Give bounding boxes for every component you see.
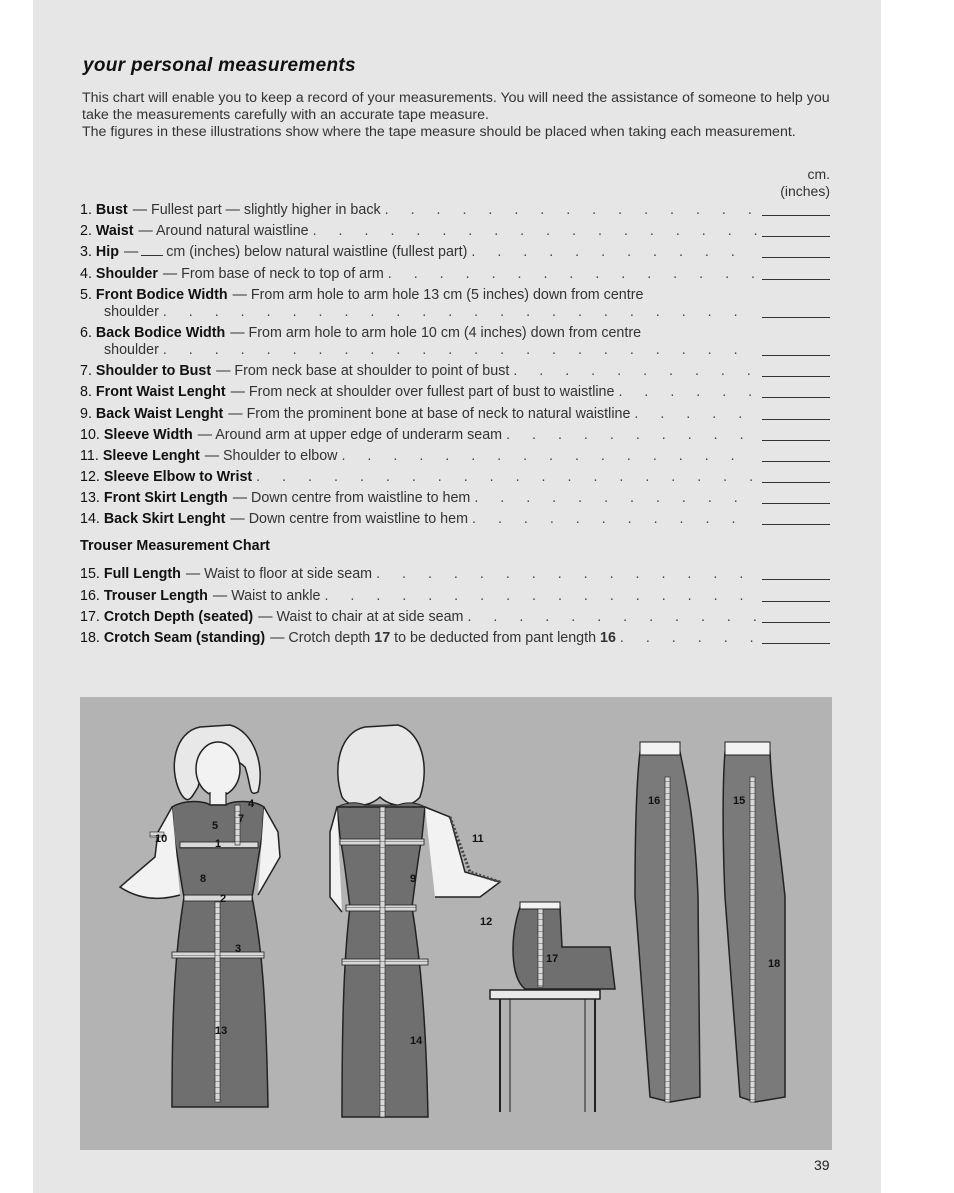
row-label: Back Waist Lenght <box>95 405 224 422</box>
row-label: Front Bodice Width <box>95 286 228 303</box>
label-13: 13 <box>215 1025 228 1037</box>
measurement-row-front-bodice <box>80 287 832 321</box>
row-label: Full Length <box>103 566 181 583</box>
leader-dots <box>163 342 758 359</box>
row-number: 7. <box>80 363 92 380</box>
row-description-a: — <box>123 244 139 261</box>
row-description: — Fullest part — slightly higher in back <box>132 202 381 218</box>
measurement-row-shoulder <box>80 266 832 283</box>
row-description: — Waist to ankle <box>212 587 321 604</box>
row-description: — Around arm at upper edge of underarm seam <box>197 426 503 443</box>
seated-figure <box>490 902 615 1112</box>
row-number: 15. <box>80 566 100 583</box>
row-description: — From arm hole to arm hole 13 cm (5 inches) down from centre <box>232 286 644 303</box>
back-figure <box>330 725 500 1117</box>
row-number: 11. <box>80 447 99 464</box>
row-number: 2. <box>80 223 92 240</box>
row-number: 4. <box>80 265 92 282</box>
row-description-b: cm (inches) below natural waistline (fullest part) <box>166 244 468 261</box>
measurement-row-back-waist <box>80 406 832 423</box>
leader-dots <box>472 511 758 528</box>
measurement-row-full-length <box>80 566 832 583</box>
hip-offset-blank[interactable] <box>141 245 163 256</box>
row-number: 17. <box>80 608 100 625</box>
row-label: Waist <box>95 223 134 240</box>
label-2: 2 <box>220 893 227 905</box>
measurement-row-back-skirt <box>80 511 832 528</box>
label-15: 15 <box>733 795 746 807</box>
measurement-blank[interactable] <box>762 440 830 441</box>
measurement-blank[interactable] <box>762 317 830 318</box>
leader-dots <box>341 448 758 465</box>
measurement-blank[interactable] <box>762 579 830 580</box>
leader-dots <box>634 406 758 423</box>
row-label: Trouser Length <box>103 587 208 604</box>
measurement-blank[interactable] <box>762 215 830 216</box>
measurement-row-shoulder-to-bust <box>80 363 832 380</box>
measurement-blank[interactable] <box>762 397 830 398</box>
illustration-svg <box>80 697 832 1150</box>
intro-paragraph-2: The figures in these illustrations show where the tape measure should be placed when taking each measurement. <box>82 124 796 140</box>
leader-dots <box>474 490 758 507</box>
row-description: — Waist to floor at side seam <box>185 566 373 583</box>
row-label: Front Waist Lenght <box>95 384 226 401</box>
label-7: 7 <box>238 813 245 825</box>
leader-dots <box>256 469 758 486</box>
row-number: 1. <box>80 202 92 218</box>
row-number: 3. <box>80 244 92 261</box>
measurement-row-sleeve-length <box>80 448 832 465</box>
measurement-row-elbow-to-wrist <box>80 469 832 486</box>
measurement-blank[interactable] <box>762 376 830 377</box>
measurement-row-crotch-depth <box>80 609 832 626</box>
measurement-row-waist <box>80 223 832 240</box>
label-9: 9 <box>410 873 417 885</box>
leader-dots <box>385 202 758 219</box>
row-continuation: shoulder <box>104 341 159 358</box>
unit-header <box>780 166 830 200</box>
row-label: Sleeve Lenght <box>102 447 200 464</box>
label-3: 3 <box>235 943 242 955</box>
row-description: — From base of neck to top of arm <box>162 265 384 282</box>
label-17: 17 <box>546 953 559 965</box>
label-1: 1 <box>215 838 222 850</box>
measurement-blank[interactable] <box>762 622 830 623</box>
intro-text <box>82 90 832 141</box>
row-number: 10. <box>80 426 100 443</box>
row-description: — Down centre from waistline to hem <box>232 490 471 507</box>
row-description-b: to be deducted from pant length <box>394 630 597 646</box>
row-description: — Waist to chair at at side seam <box>258 608 464 625</box>
row-number: 12. <box>80 469 100 486</box>
leader-dots <box>618 384 758 401</box>
row-description: — Shoulder to elbow <box>204 447 338 464</box>
measurement-row-back-bodice <box>80 325 832 359</box>
row-ref-a: 17 <box>374 630 391 646</box>
leader-dots <box>506 427 758 444</box>
row-label: Sleeve Elbow to Wrist <box>103 469 253 486</box>
measurement-blank[interactable] <box>762 419 830 420</box>
leader-dots <box>388 266 758 283</box>
row-number: 9. <box>80 405 92 422</box>
measurement-row-bust <box>80 202 832 219</box>
row-continuation: shoulder <box>104 303 159 320</box>
row-label: Shoulder <box>95 265 158 282</box>
row-description: — From arm hole to arm hole 10 cm (4 inches) down from centre <box>230 324 642 341</box>
row-description: — From the prominent bone at base of neck to natural waistline <box>228 405 631 422</box>
measurement-row-front-skirt <box>80 490 832 507</box>
row-label: Crotch Seam (standing) <box>103 630 266 646</box>
row-description: — Down centre from waistline to hem <box>230 511 468 528</box>
label-11: 11 <box>472 833 484 845</box>
row-label: Hip <box>95 244 119 261</box>
row-label: Bust <box>95 202 128 218</box>
row-label: Shoulder to Bust <box>95 363 212 380</box>
intro-paragraph-1: This chart will enable you to keep a record of your measurements. You will need the assistance of someone to help you take the measurements carefully with an accurate tape measure. <box>82 90 830 123</box>
page-number: 39 <box>814 1157 830 1173</box>
leader-dots <box>376 566 758 583</box>
row-label: Sleeve Width <box>103 426 193 443</box>
trouser-section-title: Trouser Measurement Chart <box>80 538 270 555</box>
row-number: 16. <box>80 587 100 604</box>
label-10: 10 <box>155 833 168 845</box>
measurement-blank[interactable] <box>762 643 830 644</box>
measurement-row-trouser-length <box>80 588 832 605</box>
measurement-row-sleeve-width <box>80 427 832 444</box>
row-number: 5. <box>80 286 92 303</box>
leader-dots <box>313 223 758 240</box>
row-number: 8. <box>80 384 92 401</box>
row-description-a: — Crotch depth <box>270 630 371 646</box>
measurement-row-hip <box>80 244 832 261</box>
measurement-blank[interactable] <box>762 257 830 258</box>
measurement-row-front-waist <box>80 384 832 401</box>
measurement-blank[interactable] <box>762 503 830 504</box>
leader-dots <box>324 588 758 605</box>
measurement-illustration <box>80 697 832 1150</box>
row-ref-b: 16 <box>600 630 616 646</box>
row-description: — Around natural waistline <box>138 223 309 240</box>
row-number: 13. <box>80 490 100 507</box>
label-4: 4 <box>248 798 255 810</box>
measurement-blank[interactable] <box>762 601 830 602</box>
measurement-blank[interactable] <box>762 461 830 462</box>
label-5: 5 <box>212 820 219 832</box>
page-title: your personal measurements <box>83 54 356 76</box>
unit-inches: (inches) <box>780 183 830 199</box>
row-number: 14. <box>80 511 100 528</box>
row-number: 6. <box>80 324 92 341</box>
row-label: Back Skirt Lenght <box>103 511 226 528</box>
label-14: 14 <box>410 1035 423 1047</box>
measurement-blank[interactable] <box>762 355 830 356</box>
label-16: 16 <box>648 795 661 807</box>
row-label: Back Bodice Width <box>95 324 226 341</box>
leader-dots <box>471 244 758 261</box>
measurement-list <box>80 202 832 647</box>
row-label: Front Skirt Length <box>103 490 228 507</box>
unit-cm: cm. <box>807 166 830 182</box>
measurement-blank[interactable] <box>762 236 830 237</box>
leader-dots <box>620 630 758 647</box>
measurement-blank[interactable] <box>762 524 830 525</box>
front-figure <box>120 725 280 1107</box>
row-description: — From neck at shoulder over fullest part of bust to waistline <box>230 384 615 401</box>
row-description: — From neck base at shoulder to point of bust <box>216 363 510 380</box>
leader-dots <box>513 363 758 380</box>
measurement-row-crotch-seam <box>80 630 832 647</box>
measurement-blank[interactable] <box>762 482 830 483</box>
label-12: 12 <box>480 916 493 928</box>
leader-dots <box>163 304 758 321</box>
label-8: 8 <box>200 873 207 885</box>
measurement-blank[interactable] <box>762 279 830 280</box>
row-number: 18. <box>80 630 100 646</box>
label-18: 18 <box>768 958 781 970</box>
row-label: Crotch Depth (seated) <box>103 608 254 625</box>
leader-dots <box>467 609 758 626</box>
